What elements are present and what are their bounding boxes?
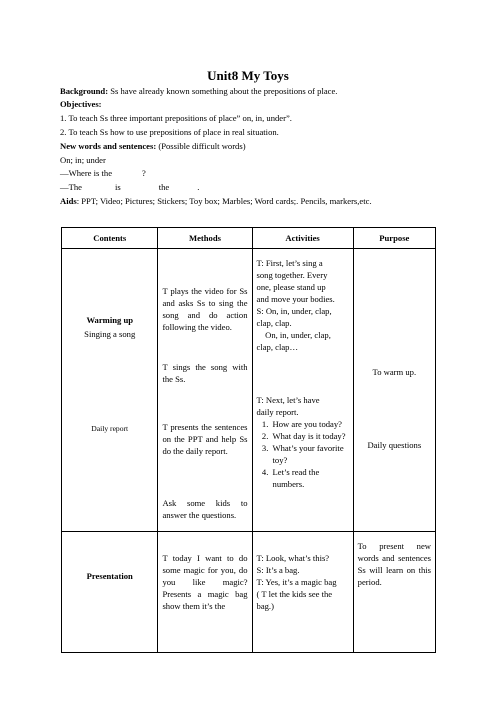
list-item: 4. Let’s read the numbers. [271, 466, 349, 490]
warming-up-title: Warming up [86, 315, 133, 325]
activity-line: bag.) [256, 601, 274, 611]
presentation-purpose: To present new words and sentences Ss will learn on this period. [357, 541, 431, 587]
objective-item: 2. To teach Ss how to use prepositions of place in real situation. [60, 127, 279, 137]
warmup-method-1: T plays the video for Ss and asks Ss to sing the song and do action following the video. [162, 286, 248, 332]
activity-line: ( T let the kids see the [256, 589, 333, 599]
activity-line: On, in, under, clap, [256, 330, 331, 340]
question-sentence [60, 168, 146, 179]
answer-dot: . [197, 182, 200, 192]
header-contents: Contents [62, 228, 158, 249]
objectives-label: Objectives: [60, 99, 102, 109]
purpose-cell [353, 532, 435, 653]
activity-line: daily report. [256, 407, 299, 417]
aids-label: Aids [60, 196, 77, 206]
table-header-row [62, 228, 436, 249]
activities-cell [252, 532, 353, 653]
warming-up-subtitle: Singing a song [84, 329, 136, 339]
contents-cell [62, 249, 158, 532]
daily-activities [257, 394, 349, 490]
document-title: Unit8 My Toys [207, 68, 289, 83]
header-purpose: Purpose [353, 228, 435, 249]
contents-cell [62, 532, 158, 653]
presentation-title: Presentation [86, 571, 133, 581]
list-item: 3. What’s your favorite toy? [271, 442, 349, 466]
question-mark: ? [142, 168, 146, 178]
new-words-label: New words and sentences: [60, 141, 157, 151]
methods-cell [158, 532, 252, 653]
activity-line: T: Look, what’s this? [256, 553, 330, 563]
objective-item: 1. To teach Ss three important prepositions of place” on, in, under”. [60, 113, 292, 123]
answer-the: —The [60, 182, 82, 192]
list-item: 2. What day is it today? [271, 430, 349, 442]
words-list: On; in; under [60, 155, 106, 165]
daily-questions-list [257, 418, 349, 490]
activity-line: clap, clap… [256, 342, 299, 352]
answer-the-2: the [158, 182, 170, 192]
list-item: 1. How are you today? [271, 418, 349, 430]
purpose-warm-up: To warm up. [372, 367, 417, 377]
activity-line: S: On, in, under, clap, [256, 306, 332, 316]
warmup-method-2: T sings the song with the Ss. [162, 362, 248, 384]
header-methods: Methods [158, 228, 252, 249]
answer-is: is [114, 182, 121, 192]
activity-line: and move your bodies. [256, 294, 335, 304]
new-words-line [60, 141, 246, 152]
question-start: —Where is the [60, 168, 113, 178]
header-activities: Activities [252, 228, 353, 249]
daily-report-title: Daily report [91, 424, 129, 433]
activity-line: one, please stand up [256, 282, 326, 292]
background-text: Ss have already known something about the prepositions of place. [108, 86, 338, 96]
new-words-note: (Possible difficult words) [156, 141, 246, 151]
activity-line: S: It’s a bag. [256, 565, 300, 575]
presentation-method: T today I want to do some magic for you, do you like magic? Presents a magic bag show them it’s the [162, 553, 248, 611]
aids-text: : PPT; Video; Pictures; Stickers; Toy box; Marbles; Word cards;. Pencils, markers,etc. [76, 196, 372, 206]
activity-line: song together. Every [256, 270, 328, 280]
activities-cell [252, 249, 353, 532]
purpose-daily: Daily questions [367, 440, 422, 450]
presentation-activities [257, 552, 349, 612]
lesson-plan-table [61, 227, 436, 653]
activity-line: clap, clap. [256, 318, 292, 328]
answer-sentence [60, 182, 199, 193]
table-row [62, 249, 436, 532]
activity-line: T: First, let’s sing a [256, 258, 323, 268]
background-label: Background: [60, 86, 109, 96]
table-row [62, 532, 436, 653]
activity-line: T: Next, let’s have [256, 395, 320, 405]
methods-cell [158, 249, 252, 532]
daily-method-2: Ask some kids to answer the questions. [162, 498, 248, 520]
daily-method-1: T presents the sentences on the PPT and help Ss do the daily report. [162, 422, 248, 456]
activity-line: T: Yes, it’s a magic bag [256, 577, 337, 587]
warmup-activities [257, 257, 349, 353]
aids-line [60, 196, 372, 207]
background-line [60, 86, 337, 97]
purpose-cell [353, 249, 435, 532]
